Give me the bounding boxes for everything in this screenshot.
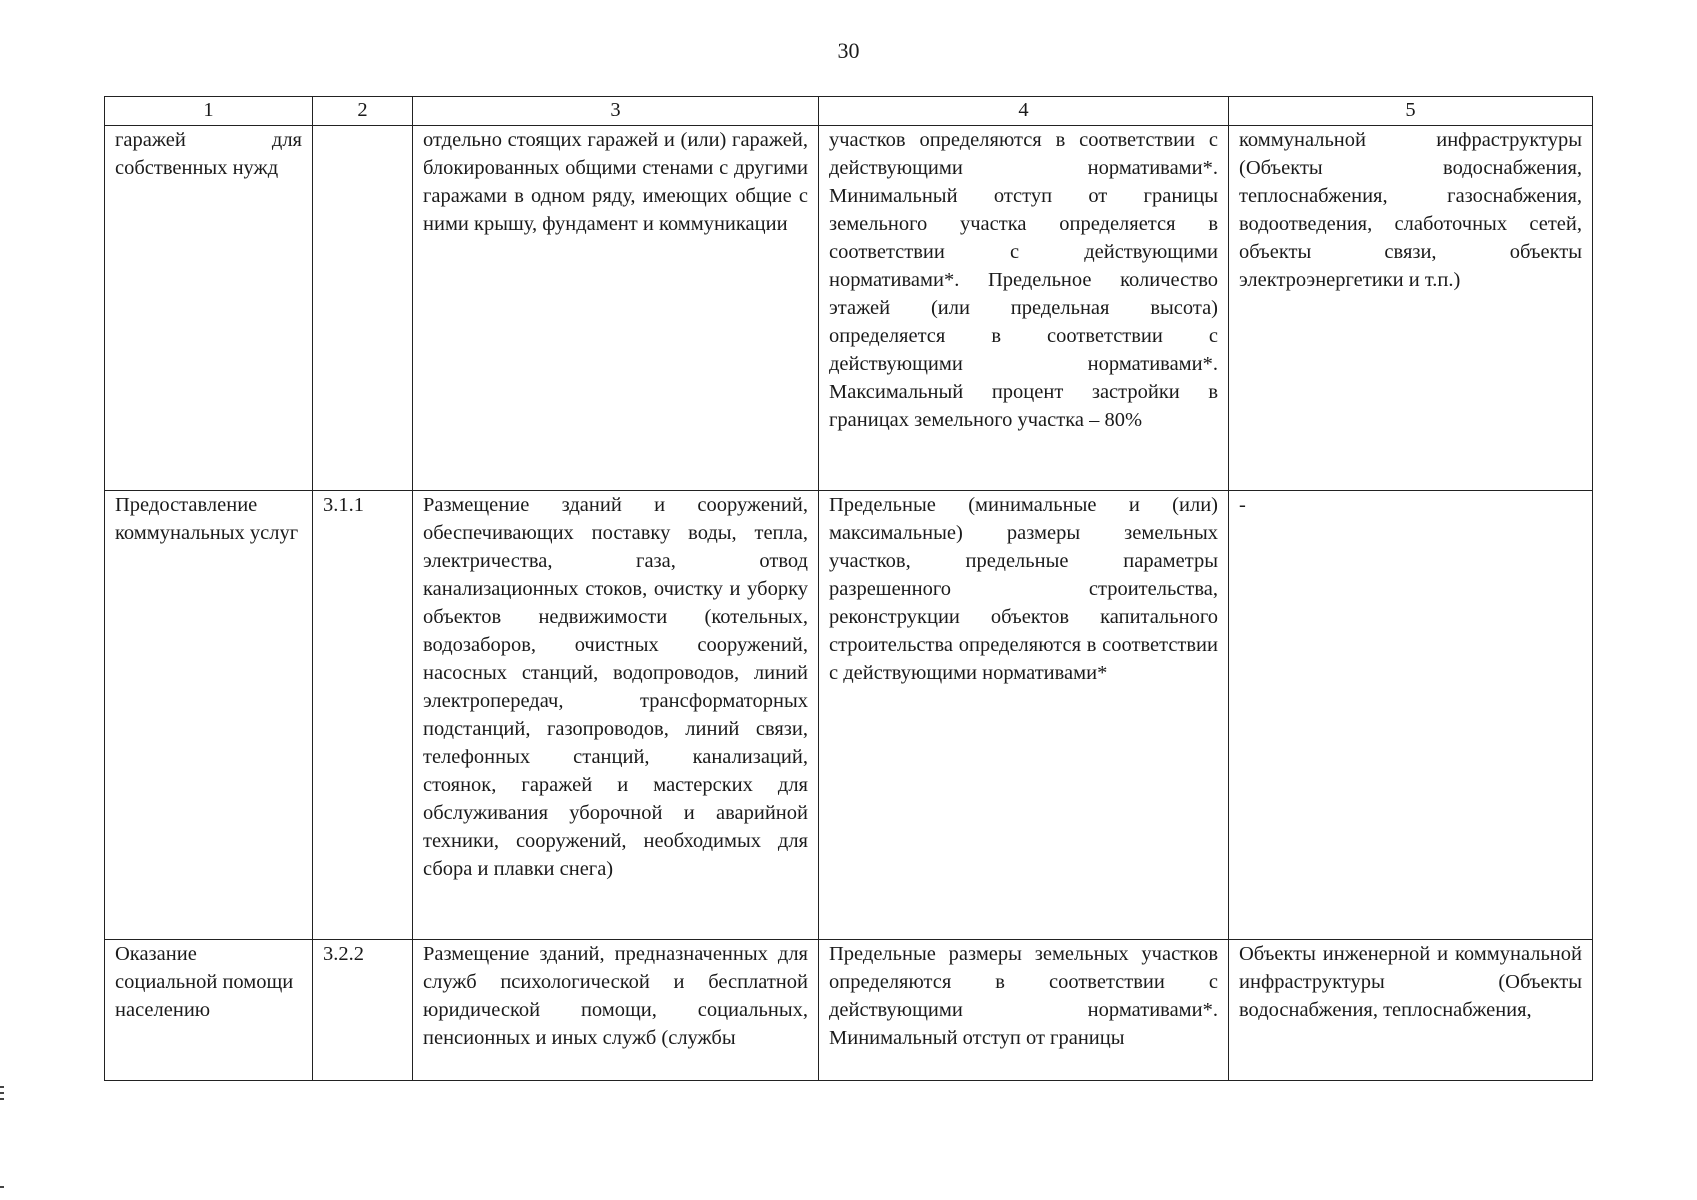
table-row	[105, 126, 1593, 491]
land-use-name-cell: гаражей для собственных нужд	[105, 126, 313, 491]
parameters-cell: участков определяются в соответствии с действующими нормативами*. Минимальный отступ от границы земельного участка определяется в соответствии с действующими нормативами*. Предельное количество этажей (или предельная высота) определяется в соответствии с действующими нормативами*. Максимальный процент застройки в границах земельного участка – 80%	[819, 126, 1229, 491]
column-header-4: 4	[819, 97, 1229, 126]
page-number: 30	[837, 38, 860, 63]
margin-mark	[0, 1086, 4, 1088]
zoning-table	[104, 96, 1593, 1081]
land-use-description-cell: Размещение зданий и сооружений, обеспечивающих поставку воды, тепла, электричества, газа, отвод канализационных стоков, очистку и уборку объектов недвижимости (котельных, водозаборов, очистных сооружений, насосных станций, водопроводов, линий электропередач, трансформаторных подстанций, газопроводов, линий связи, телефонных станций, канализаций, стоянок, гаражей и мастерских для обслуживания уборочной и аварийной техники, сооружений, необходимых для сбора и плавки снега)	[413, 491, 819, 940]
table-header-row	[105, 97, 1593, 126]
land-use-code-cell: 3.1.1	[313, 491, 413, 940]
margin-mark	[0, 1186, 4, 1188]
auxiliary-uses-cell: -	[1229, 491, 1593, 940]
parameters-cell: Предельные размеры земельных участков определяются в соответствии с действующими нормативами*. Минимальный отступ от границы	[819, 940, 1229, 1081]
land-use-code-cell: 3.2.2	[313, 940, 413, 1081]
land-use-code-cell	[313, 126, 413, 491]
land-use-name-cell: Предоставление коммунальных услуг	[105, 491, 313, 940]
column-header-1: 1	[105, 97, 313, 126]
auxiliary-uses-cell: коммунальной инфраструктуры (Объекты водоснабжения, теплоснабжения, газоснабжения, водоотведения, слаботочных сетей, объекты связи, объекты электроэнергетики и т.п.)	[1229, 126, 1593, 491]
column-header-5: 5	[1229, 97, 1593, 126]
auxiliary-uses-cell: Объекты инженерной и коммунальной инфраструктуры (Объекты водоснабжения, теплоснабжения,	[1229, 940, 1593, 1081]
margin-mark	[0, 1092, 4, 1094]
table-row	[105, 491, 1593, 940]
parameters-cell: Предельные (минимальные и (или) максимальные) размеры земельных участков, предельные параметры разрешенного строительства, реконструкции объектов капитального строительства определяются в соответствии с действующими нормативами*	[819, 491, 1229, 940]
column-header-3: 3	[413, 97, 819, 126]
land-use-name-cell: Оказание социальной помощи населению	[105, 940, 313, 1081]
land-use-description-cell: отдельно стоящих гаражей и (или) гаражей, блокированных общими стенами с другими гаражами в одном ряду, имеющих общие с ними крышу, фундамент и коммуникации	[413, 126, 819, 491]
land-use-description-cell: Размещение зданий, предназначенных для служб психологической и бесплатной юридической помощи, социальных, пенсионных и иных служб (службы	[413, 940, 819, 1081]
table-row	[105, 940, 1593, 1081]
margin-mark	[0, 1098, 4, 1100]
column-header-2: 2	[313, 97, 413, 126]
